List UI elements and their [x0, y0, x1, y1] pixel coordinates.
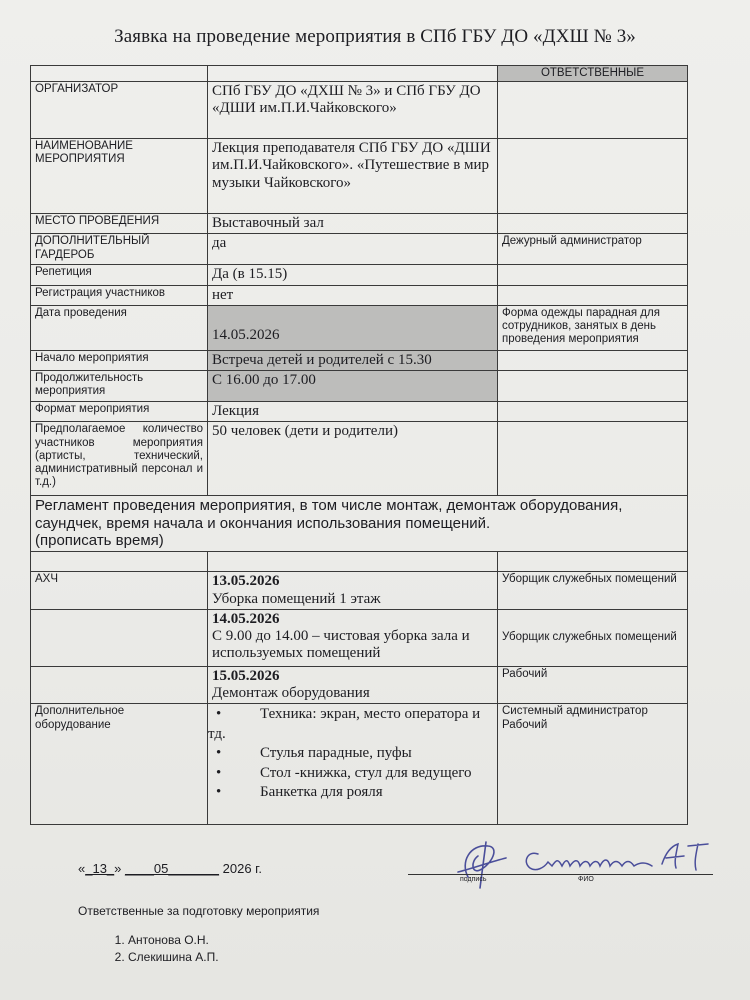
row-responsible: [498, 371, 688, 402]
row-value: да: [208, 234, 498, 265]
equipment-list-cell: [208, 704, 498, 825]
row-label: Регистрация участников: [31, 285, 208, 305]
row-label: ДОПОЛНИТЕЛЬНЫЙ ГАРДЕРОБ: [31, 234, 208, 265]
ahch-date: 13.05.2026: [212, 573, 280, 590]
ahch-task: [208, 666, 498, 704]
header-responsible: ОТВЕТСТВЕННЫЕ: [498, 66, 688, 82]
row-label: Дата проведения: [31, 305, 208, 350]
row-value: Да (в 15.15): [208, 265, 498, 285]
row-responsible: [498, 82, 688, 139]
row-date: [31, 305, 688, 350]
equipment-item: • Стол -книжка, стул для ведущего: [208, 764, 497, 784]
regulation-text: Регламент проведения мероприятия, в том числе монтаж, демонтаж оборудования, саундчек, время начала и окончания использования помещений.: [35, 497, 623, 532]
row-label: МЕСТО ПРОВЕДЕНИЯ: [31, 214, 208, 234]
row-equipment: [31, 704, 688, 825]
ahch-label-empty: [31, 666, 208, 704]
row-place: [31, 214, 688, 234]
row-value: Встреча детей и родителей с 15.30: [208, 350, 498, 370]
equipment-item: • Стулья парадные, пуфы: [208, 744, 497, 764]
row-start: [31, 350, 688, 370]
row-value: С 16.00 до 17.00: [208, 371, 498, 402]
ahch-responsible: Уборщик служебных помещений: [498, 609, 688, 666]
ahch-task: [208, 609, 498, 666]
row-value: Лекция преподавателя СПб ГБУ ДО «ДШИ им.П.И.Чайковского». «Путешествие в мир музыки Чайковского»: [208, 139, 498, 214]
ahch-date: 15.05.2026: [212, 667, 280, 684]
date-year: 2026 г.: [222, 861, 262, 876]
row-responsible: [498, 214, 688, 234]
empty-cell: [31, 552, 208, 572]
row-label: ОРГАНИЗАТОР: [31, 82, 208, 139]
row-label: Продолжительность мероприятия: [31, 371, 208, 402]
row-rehearsal: [31, 265, 688, 285]
equipment-item: • Банкетка для рояля: [208, 783, 497, 803]
date-quote-open: «: [78, 861, 86, 876]
ahch-text: Демонтаж оборудования: [212, 685, 370, 702]
responsible-person: 1. Антонова О.Н.: [128, 932, 219, 949]
row-value: 50 человек (дети и родители): [208, 422, 498, 496]
row-wardrobe: [31, 234, 688, 265]
row-label: Формат мероприятия: [31, 402, 208, 422]
row-value: Выставочный зал: [208, 214, 498, 234]
name-caption: ФИО: [578, 876, 594, 883]
row-responsible: [498, 285, 688, 305]
row-participants: [31, 422, 688, 496]
row-event-name: [31, 139, 688, 214]
header-col2: [208, 66, 498, 82]
equipment-item: • Техника: экран, место оператора и тд.: [208, 705, 497, 744]
ahch-label: АХЧ: [31, 572, 208, 610]
responsible-person: 2. Слекишина А.П.: [128, 949, 219, 966]
row-label: НАИМЕНОВАНИЕ МЕРОПРИЯТИЯ: [31, 139, 208, 214]
row-responsible: [498, 402, 688, 422]
regulation-cell: [31, 496, 688, 552]
row-responsible: [498, 422, 688, 496]
empty-cell: [498, 552, 688, 572]
handwritten-signature: [440, 832, 730, 892]
page-title: Заявка на проведение мероприятия в СПб ГБУ ДО «ДХШ № 3»: [114, 26, 636, 47]
ahch-task: [208, 572, 498, 610]
row-responsible: [498, 265, 688, 285]
row-ahch-1: [31, 572, 688, 610]
row-empty: [31, 552, 688, 572]
ahch-text: Уборка помещений 1 этаж: [212, 590, 381, 607]
ahch-responsible: Рабочий: [498, 666, 688, 704]
event-request-table: [30, 65, 688, 825]
header-col1: [31, 66, 208, 82]
row-label: Предполагаемое количество участников мероприятия (артисты, технический, административный персонал и т.д.): [31, 422, 208, 496]
equipment-responsible: [498, 704, 688, 825]
row-regulation: [31, 496, 688, 552]
row-value: 14.05.2026: [208, 305, 498, 350]
empty-cell: [208, 552, 498, 572]
row-ahch-3: [31, 666, 688, 704]
date-day: _13_: [85, 861, 115, 876]
row-value: СПб ГБУ ДО «ДХШ № 3» и СПб ГБУ ДО «ДШИ им.П.И.Чайковского»: [208, 82, 498, 139]
ahch-label-empty: [31, 609, 208, 666]
responsible-list: [78, 932, 219, 967]
sign-date: [78, 861, 262, 876]
row-organizer: [31, 82, 688, 139]
signature-line: [408, 874, 713, 875]
date-quote-close: »: [114, 861, 122, 876]
ahch-date: 14.05.2026: [212, 610, 280, 627]
header-row: [31, 66, 688, 82]
equipment-resp-worker: Рабочий: [502, 718, 548, 731]
ahch-text: С 9.00 до 14.00 – чистовая уборка зала и используемых помещений: [212, 628, 470, 662]
row-responsible: [498, 139, 688, 214]
row-format: [31, 402, 688, 422]
regulation-note: (прописать время): [35, 531, 164, 549]
row-responsible: [498, 350, 688, 370]
signature-caption: подпись: [460, 876, 487, 883]
row-value: Лекция: [208, 402, 498, 422]
date-month: ____05_______: [125, 861, 220, 876]
row-registration: [31, 285, 688, 305]
row-value: нет: [208, 285, 498, 305]
equipment-list: [208, 705, 497, 803]
row-label: Начало мероприятия: [31, 350, 208, 370]
row-duration: [31, 371, 688, 402]
row-label: Репетиция: [31, 265, 208, 285]
ahch-responsible: Уборщик служебных помещений: [498, 572, 688, 610]
row-responsible: Дежурный администратор: [498, 234, 688, 265]
responsible-title: Ответственные за подготовку мероприятия: [78, 904, 320, 918]
row-responsible: Форма одежды парадная для сотрудников, занятых в день проведения мероприятия: [498, 305, 688, 350]
equipment-resp-sysadmin: Системный администратор: [502, 705, 648, 718]
row-ahch-2: [31, 609, 688, 666]
equipment-label: Дополнительное оборудование: [31, 704, 208, 825]
